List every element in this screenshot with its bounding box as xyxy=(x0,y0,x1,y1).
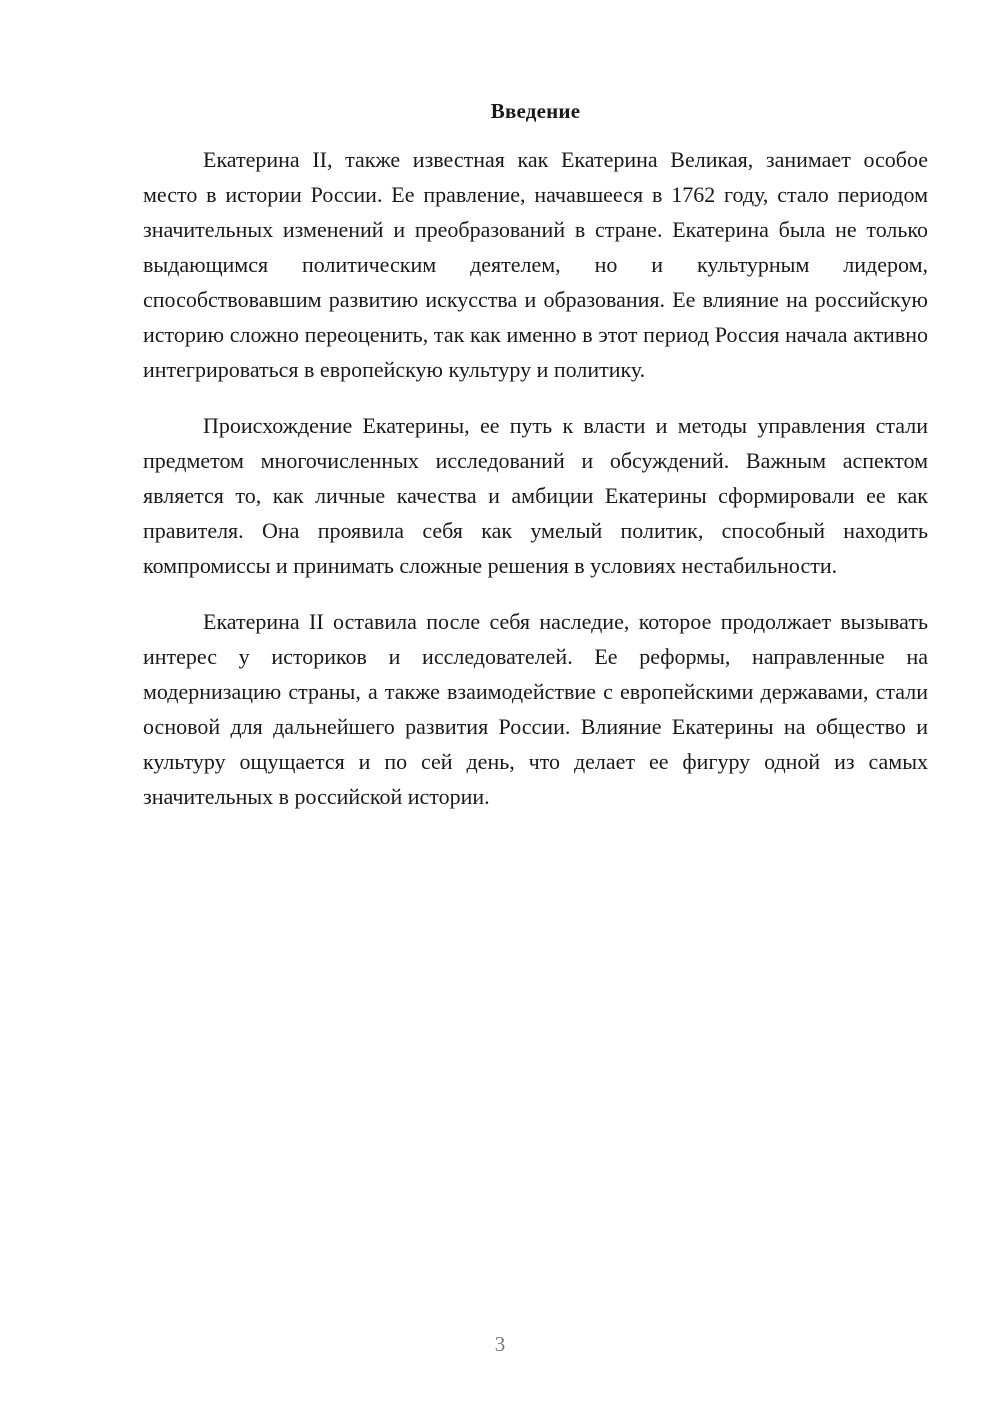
paragraph-1: Екатерина II, также известная как Екатерина Великая, занимает особое место в истории России. Ее правление, начавшееся в 1762 году, стало периодом значительных изменений и преобразований в стране. Екатерина была не только выдающимся политическим деятелем, но и культурным лидером, способствовавшим развитию искусства и образования. Ее влияние на российскую историю сложно переоценить, так как именно в этот период Россия начала активно интегрироваться в европейскую культуру и политику. xyxy=(143,147,928,382)
page-number: 3 xyxy=(494,1332,506,1356)
paragraph-2: Происхождение Екатерины, ее путь к власти и методы управления стали предметом многочисленных исследований и обсуждений. Важным аспектом является то, как личные качества и амбиции Екатерины сформировали ее как правителя. Она проявила себя как умелый политик, способный находить компромиссы и принимать сложные решения в условиях нестабильности. xyxy=(143,413,928,578)
page-content xyxy=(143,96,928,835)
section-heading: Введение xyxy=(490,99,581,123)
paragraph-3: Екатерина II оставила после себя наследие, которое продолжает вызывать интерес у историков и исследователей. Ее реформы, направленные на модернизацию страны, а также взаимодействие с европейскими державами, стали основой для дальнейшего развития России. Влияние Екатерины на общество и культуру ощущается и по сей день, что делает ее фигуру одной из самых значительных в российской истории. xyxy=(143,609,928,809)
